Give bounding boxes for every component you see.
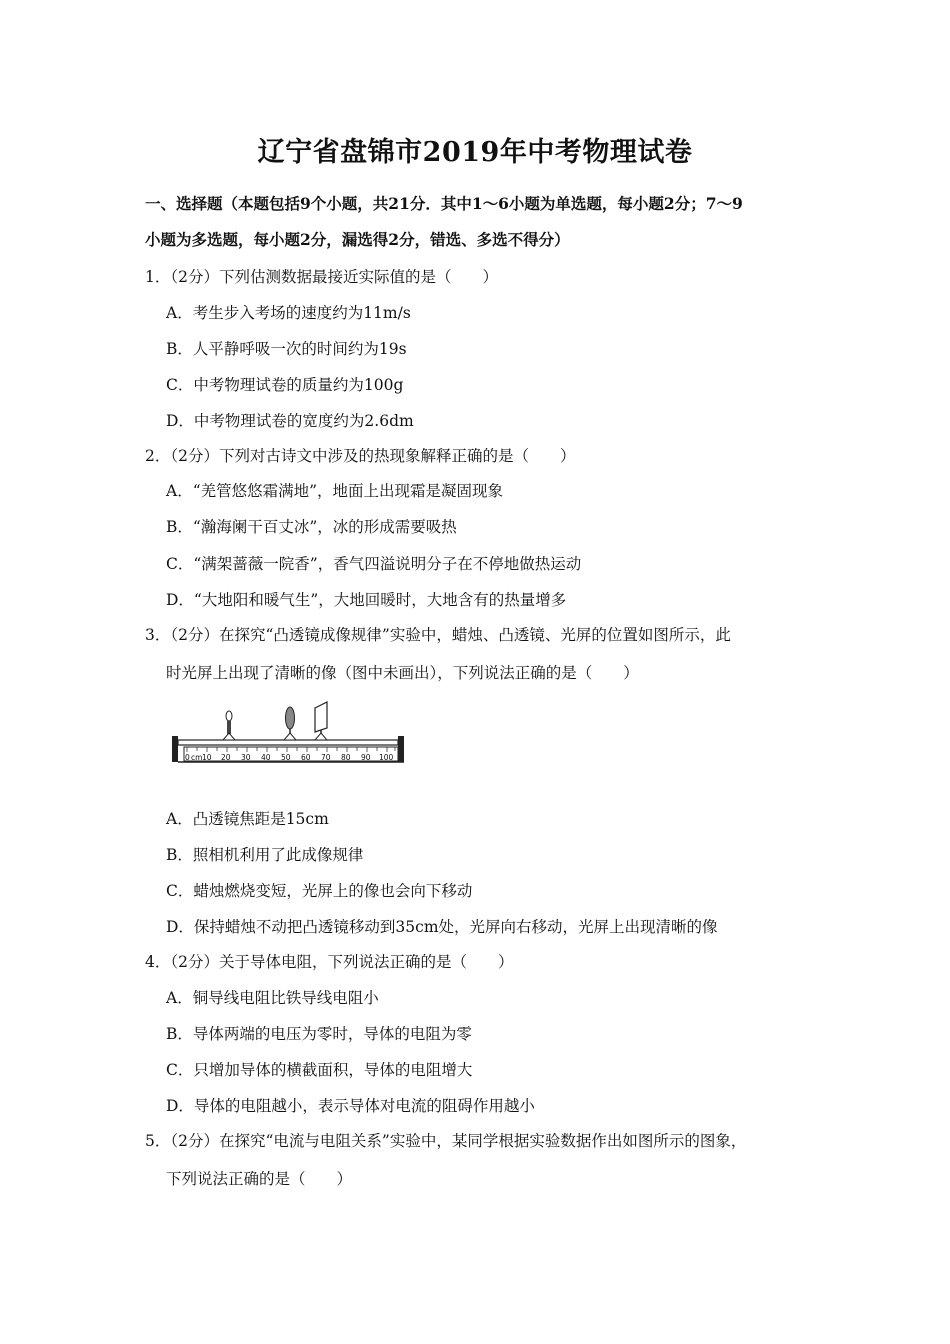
tick-label-30: 30 <box>241 753 251 762</box>
question-2-option-b: B．“瀚海阑干百丈冰”，冰的形成需要吸热 <box>166 518 457 536</box>
tick-label-40: 40 <box>261 753 271 762</box>
bench-right-post <box>398 736 404 762</box>
question-1-option-c: C．中考物理试卷的质量约为100g <box>166 376 404 394</box>
question-2-option-c: C．“满架蔷薇一院香”，香气四溢说明分子在不停地做热运动 <box>166 555 582 573</box>
question-4-stem: 4．（2分）关于导体电阻，下列说法正确的是（ ） <box>145 953 514 971</box>
section-heading-line: 一、选择题（本题包括9个小题，共21分．其中1～6小题为单选题，每小题2分；7～9 <box>145 194 743 213</box>
question-5-stem-line1: 5．（2分）在探究“电流与电阻关系”实验中，某同学根据实验数据作出如图所示的图象， <box>145 1132 747 1150</box>
question-3-option-c: C．蜡烛燃烧变短，光屏上的像也会向下移动 <box>166 882 473 900</box>
bench-left-post <box>172 736 178 762</box>
question-4-option-d: D．导体的电阻越小，表示导体对电流的阻碍作用越小 <box>166 1097 535 1115</box>
page-title: 辽宁省盘锦市2019年中考物理试卷 <box>257 137 693 168</box>
tick-label-70: 70 <box>321 753 331 762</box>
question-2-option-a: A．“羌管悠悠霜满地”，地面上出现霜是凝固现象 <box>166 482 504 500</box>
optical-bench-figure <box>166 700 416 770</box>
candle-icon <box>223 711 235 740</box>
question-4-option-b: B．导体两端的电压为零时，导体的电阻为零 <box>166 1025 472 1043</box>
question-2-stem: 2．（2分）下列对古诗文中涉及的热现象解释正确的是（ ） <box>145 447 576 465</box>
question-1-option-d: D．中考物理试卷的宽度约为2.6dm <box>166 412 414 430</box>
question-1-stem: 1．（2分）下列估测数据最接近实际值的是（ ） <box>145 268 498 286</box>
light-screen-icon <box>315 702 327 740</box>
question-5-stem-line2: 下列说法正确的是（ ） <box>166 1170 353 1188</box>
question-3-stem-line2: 时光屏上出现了清晰的像（图中未画出），下列说法正确的是（ ） <box>166 664 639 682</box>
tick-label-50: 50 <box>281 753 291 762</box>
question-3-stem-line1: 3．（2分）在探究“凸透镜成像规律”实验中，蜡烛、凸透镜、光屏的位置如图所示，此 <box>145 626 731 644</box>
section-heading <box>145 186 825 258</box>
question-1-option-b: B．人平静呼吸一次的时间约为19s <box>166 340 407 358</box>
tick-label-20: 20 <box>221 753 231 762</box>
question-2-option-d: D．“大地阳和暖气生”，大地回暖时，大地含有的热量增多 <box>166 591 567 609</box>
question-3-option-a: A．凸透镜焦距是15cm <box>166 810 329 828</box>
tick-label-unit: cm <box>191 753 203 762</box>
tick-label-0: 0 <box>185 753 190 762</box>
question-1-option-a: A．考生步入考场的速度约为11m/s <box>166 304 411 322</box>
section-heading-line: 小题为多选题，每小题2分，漏选得2分，错选、多选不得分） <box>145 230 570 249</box>
bench-rail <box>178 740 398 745</box>
tick-label-80: 80 <box>341 753 351 762</box>
question-4-option-c: C．只增加导体的横截面积，导体的电阻增大 <box>166 1061 473 1079</box>
tick-label-90: 90 <box>361 753 371 762</box>
tick-label-100: 100 <box>379 753 394 762</box>
question-3-option-b: B．照相机利用了此成像规律 <box>166 846 364 864</box>
convex-lens-icon <box>284 707 296 740</box>
question-3-option-d: D．保持蜡烛不动把凸透镜移动到35cm处，光屏向右移动，光屏上出现清晰的像 <box>166 918 718 936</box>
tick-label-10: 10 <box>202 753 212 762</box>
question-4-option-a: A．铜导线电阻比铁导线电阻小 <box>166 989 379 1007</box>
tick-label-60: 60 <box>301 753 311 762</box>
